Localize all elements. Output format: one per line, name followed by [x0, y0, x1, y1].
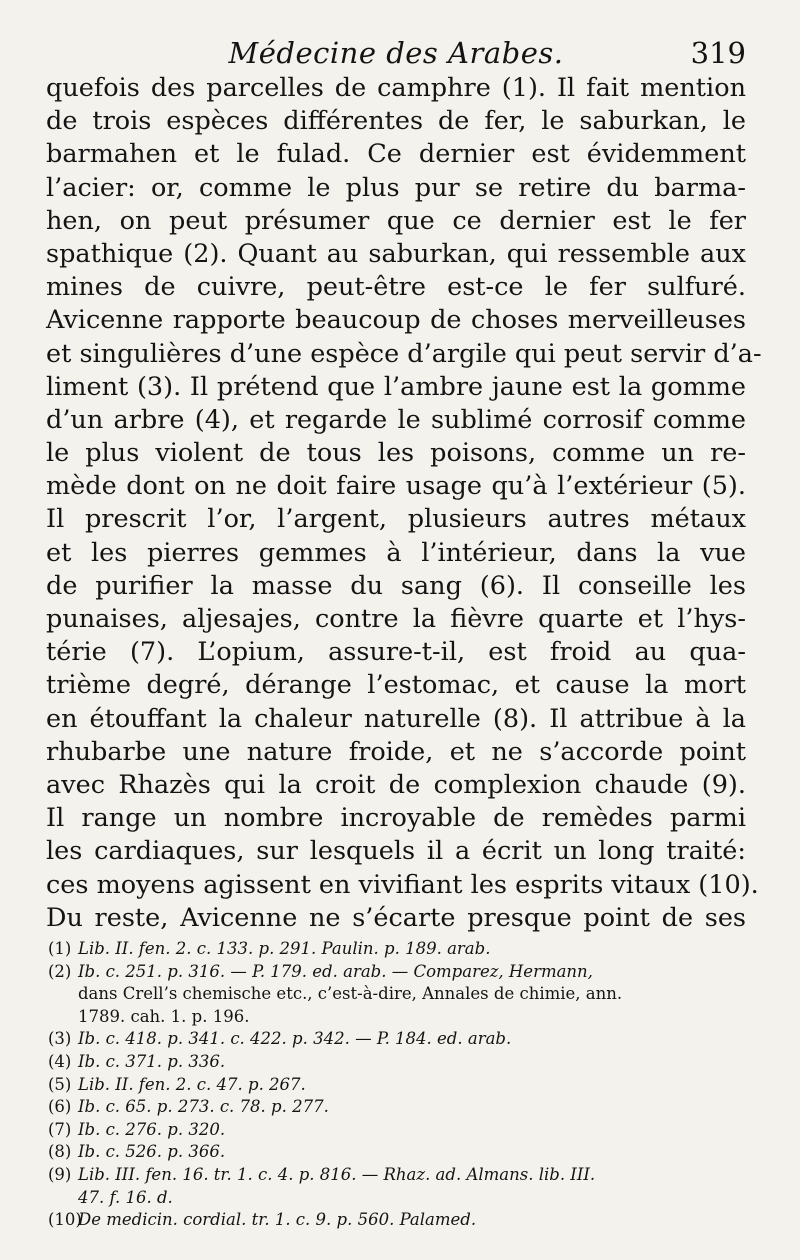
footnote-text: Ib. c. 526. p. 366.: [78, 1142, 226, 1162]
body-line: le plus violent de tous les poisons, comme un re-: [46, 438, 746, 469]
footnote-number: (7): [48, 1119, 72, 1139]
body-line: de trois espèces différentes de fer, le saburkan, le: [46, 106, 746, 137]
footnote-text: 1789. cah. 1. p. 196.: [78, 1006, 250, 1026]
footnote-text: Lib. II. fen. 2. c. 47. p. 267.: [78, 1074, 306, 1094]
body-line: hen, on peut présumer que ce dernier est le fer: [46, 205, 746, 236]
footnote-text: Lib. III. fen. 16. tr. 1. c. 4. p. 816. — Rhaz. ad. Almans. lib. III.: [78, 1164, 596, 1184]
footnote: [48, 1028, 760, 1051]
footnote: [48, 1164, 760, 1187]
footnote: [48, 1096, 760, 1119]
body-line: et les pierres gemmes à l’intérieur, dans la vue: [46, 537, 746, 568]
body-line: et singulières d’une espèce d’argile qui peut servir d’a-: [46, 338, 762, 369]
body-line: liment (3). Il prétend que l’ambre jaune est la gomme: [46, 371, 746, 402]
running-title: Médecine des Arabes.: [228, 36, 564, 70]
footnote-number: (8): [48, 1142, 72, 1162]
footnote-number: (6): [48, 1097, 72, 1117]
body-line: en étouffant la chaleur naturelle (8). Il attribue à la: [46, 703, 746, 734]
body-line: térie (7). L’opium, assure-t-il, est froid au qua-: [46, 637, 746, 668]
footnote-continuation: [48, 1187, 760, 1210]
footnote-number: (1): [48, 939, 72, 958]
body-line: trième degré, dérange l’estomac, et cause la mort: [46, 670, 746, 701]
footnote-number: (3): [48, 1029, 72, 1049]
footnote-number: (2): [48, 961, 72, 981]
footnote: [48, 1074, 760, 1097]
footnote: [48, 1119, 760, 1142]
body-line: spathique (2). Quant au saburkan, qui ressemble aux: [46, 238, 746, 269]
body-line: punaises, aljesajes, contre la fièvre quarte et l’hys-: [46, 604, 746, 634]
footnote-number: (5): [48, 1074, 72, 1094]
footnote-continuation: [48, 1006, 760, 1029]
body-line: mède dont on ne doit faire usage qu’à l’extérieur (5).: [46, 471, 746, 502]
footnote-number: (4): [48, 1051, 72, 1071]
body-line: ces moyens agissent en vivifiant les esprits vitaux (10).: [46, 869, 759, 900]
footnote-text: Ib. c. 371. p. 336.: [78, 1051, 226, 1071]
footnote-text: Ib. c. 276. p. 320.: [78, 1119, 226, 1139]
body-line: les cardiaques, sur lesquels il a écrit un long traité:: [46, 836, 746, 867]
footnote-continuation: [48, 983, 760, 1006]
footnote-text: Ib. c. 418. p. 341. c. 422. p. 342. — P. 184. ed. arab.: [78, 1029, 512, 1049]
body-line: Avicenne rapporte beaucoup de choses merveilleuses: [46, 305, 746, 336]
footnote-text: De medicin. cordial. tr. 1. c. 9. p. 560. Palamed.: [78, 1210, 477, 1230]
footnotes: [48, 938, 760, 1232]
body-line: de purifier la masse du sang (6). Il conseille les: [46, 570, 746, 601]
footnote: [48, 938, 760, 961]
footnote: [48, 961, 760, 984]
page-number: 319: [690, 36, 746, 70]
body-text: [46, 72, 762, 935]
body-line: d’un arbre (4), et regarde le sublimé corrosif comme: [46, 404, 746, 435]
body-line: mines de cuivre, peut-être est-ce le fer sulfuré.: [46, 272, 746, 303]
body-line: rhubarbe une nature froide, et ne s’accorde point: [46, 736, 746, 767]
footnote-text: Ib. c. 65. p. 273. c. 78. p. 277.: [78, 1097, 329, 1117]
footnote: [48, 1209, 760, 1232]
footnote-number: (10): [48, 1210, 82, 1230]
footnote-number: (9): [48, 1164, 72, 1184]
body-line: Il prescrit l’or, l’argent, plusieurs autres métaux: [46, 504, 746, 535]
body-line: avec Rhazès qui la croit de complexion chaude (9).: [46, 769, 746, 800]
body-line: Du reste, Avicenne ne s’écarte presque point de ses: [46, 902, 746, 933]
footnote-text: Lib. II. fen. 2. c. 133. p. 291. Paulin. p. 189. arab.: [78, 939, 491, 958]
footnote-text: dans Crell’s chemische etc., c’est-à-dire, Annales de chimie, ann.: [78, 984, 623, 1004]
footnote: [48, 1051, 760, 1074]
footnote: [48, 1141, 760, 1164]
body-line: barmahen et le fulad. Ce dernier est évidemment: [46, 139, 746, 170]
running-head: [46, 32, 746, 72]
footnote-text: 47. f. 16. d.: [78, 1187, 173, 1207]
body-line: quefois des parcelles de camphre (1). Il fait mention: [46, 73, 746, 103]
footnote-text: Ib. c. 251. p. 316. — P. 179. ed. arab. — Comparez, Hermann,: [78, 961, 593, 981]
body-line: l’acier: or, comme le plus pur se retire du barma-: [46, 172, 746, 203]
body-line: Il range un nombre incroyable de remèdes parmi: [46, 803, 746, 834]
